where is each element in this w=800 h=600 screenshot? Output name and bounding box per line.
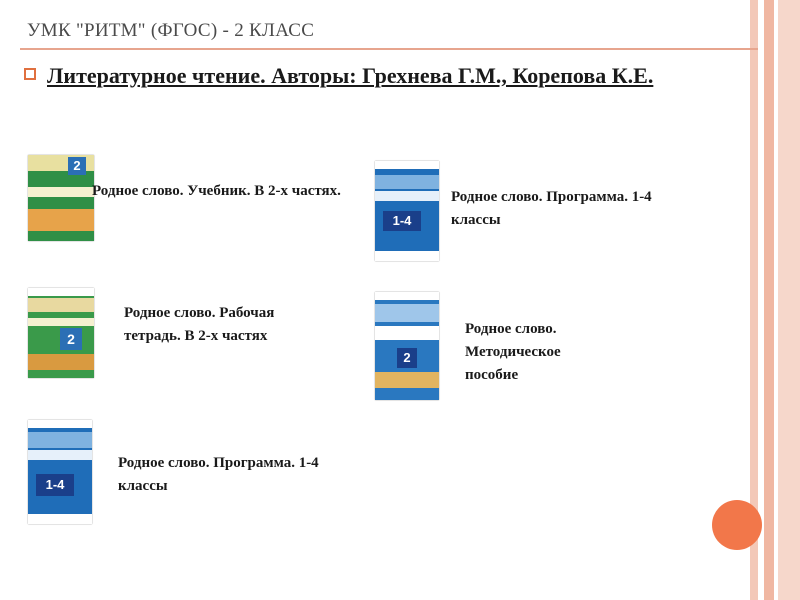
decorative-circle [712,500,762,550]
book-cover-program-2: 1-4 [28,420,92,524]
bullet-icon [24,68,36,80]
slide-title: УМК "РИТМ" (ФГОС) - 2 КЛАСС [27,20,315,41]
book-cover-program: 1-4 [375,161,439,261]
book-cover-methodical: 2 [375,292,439,400]
title-divider [20,48,758,50]
book-caption-workbook: Родное слово. Рабочая тетрадь. В 2-х частях [124,305,275,344]
book-caption-program: Родное слово. Программа. 1-4 классы [451,189,652,228]
book-caption-textbook: Родное слово. Учебник. В 2-х частях. [92,183,341,199]
slide-subtitle: Литературное чтение. Авторы: Грехнева Г.М., Корепова К.Е. [47,63,654,88]
book-caption-program-2: Родное слово. Программа. 1-4 классы [118,455,319,494]
book-cover-workbook: 2 [28,288,94,378]
book-cover-textbook: 2 [28,155,94,241]
book-caption-methodical: Родное слово. Методическое пособие [465,321,561,383]
